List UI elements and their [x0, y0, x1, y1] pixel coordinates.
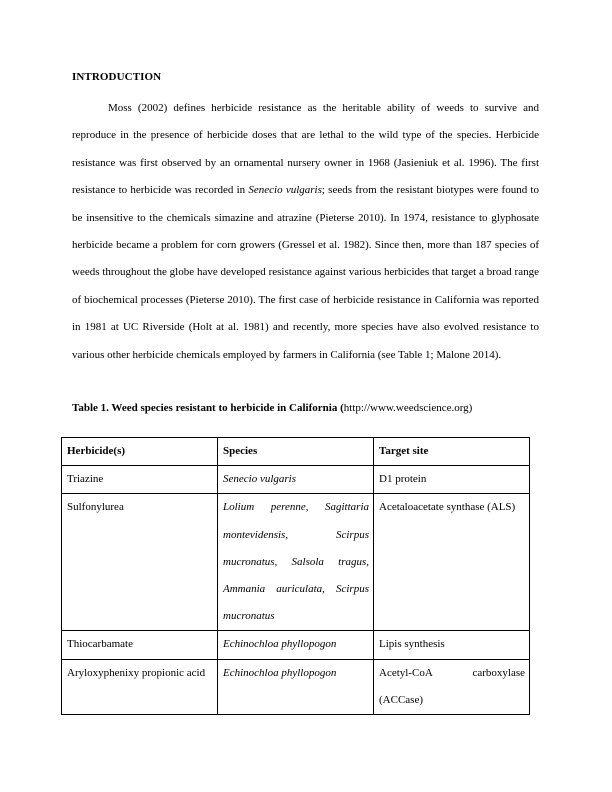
- table-row: [62, 494, 530, 631]
- cell-species: Echinochloa phyllopogon: [218, 631, 374, 659]
- cell-herbicide: Thiocarbamate: [62, 631, 218, 659]
- cell-target-site: Lipis synthesis: [374, 631, 530, 659]
- table-row: [62, 631, 530, 659]
- section-heading: INTRODUCTION: [72, 71, 162, 83]
- table-header-row: [62, 438, 530, 466]
- paragraph-species-name: Senecio vulgaris: [248, 184, 322, 197]
- table-caption: [72, 402, 472, 414]
- table-caption-title: Table 1. Weed species resistant to herbicide in California (: [72, 402, 344, 414]
- cell-herbicide: Triazine: [62, 466, 218, 494]
- cell-herbicide: Aryloxyphenixy propionic acid: [62, 659, 218, 714]
- cell-target-site: Acetaloacetate synthase (ALS): [374, 494, 530, 631]
- cell-species: Senecio vulgaris: [218, 466, 374, 494]
- cell-target-site: D1 protein: [374, 466, 530, 494]
- table-caption-source: http://www.weedscience.org): [343, 402, 473, 414]
- cell-species: Lolium perenne, Sagittaria montevidensis, Scirpus mucronatus, Salsola tragus, Ammania auriculata, Scirpus mucronatus: [218, 494, 374, 631]
- paragraph-text-2: ; seeds from the resistant biotypes were found to be insensitive to the chemicals simazine and atrazine (Pieterse 2010). In 1974, resistance to glyphosate herbicide became a problem for corn growers (Gressel et al. 1982). Since then, more than 187 species of weeds throughout the globe have developed resistance against various herbicides that target a broad range of biochemical processes (Pieterse 2010). The first case of herbicide resistance in California was reported in 1981 at UC Riverside (Holt at al. 1981) and recently, more species have also evolved resistance to various other herbicide chemicals employed by farmers in California (see Table 1; Malone 2014).: [72, 184, 539, 361]
- header-herbicide: Herbicide(s): [62, 438, 218, 466]
- table-row: [62, 466, 530, 494]
- cell-herbicide: Sulfonylurea: [62, 494, 218, 631]
- paragraph-text-1: Moss (2002) defines herbicide resistance as the heritable ability of weeds to survive and reproduce in the presence of herbicide doses that are lethal to the wild type of the species. Herbicide resistance was first observed by an ornamental nursery owner in 1968 (Jasieniuk et al. 1996). The first resistance to herbicide was recorded in: [72, 102, 539, 197]
- table-row: [62, 659, 530, 714]
- cell-target-site: Acetyl-CoA carboxylase (ACCase): [374, 659, 530, 714]
- introduction-paragraph: [72, 95, 539, 369]
- herbicide-resistance-table: [61, 437, 530, 715]
- header-target-site: Target site: [374, 438, 530, 466]
- header-species: Species: [218, 438, 374, 466]
- cell-species: Echinochloa phyllopogon: [218, 659, 374, 714]
